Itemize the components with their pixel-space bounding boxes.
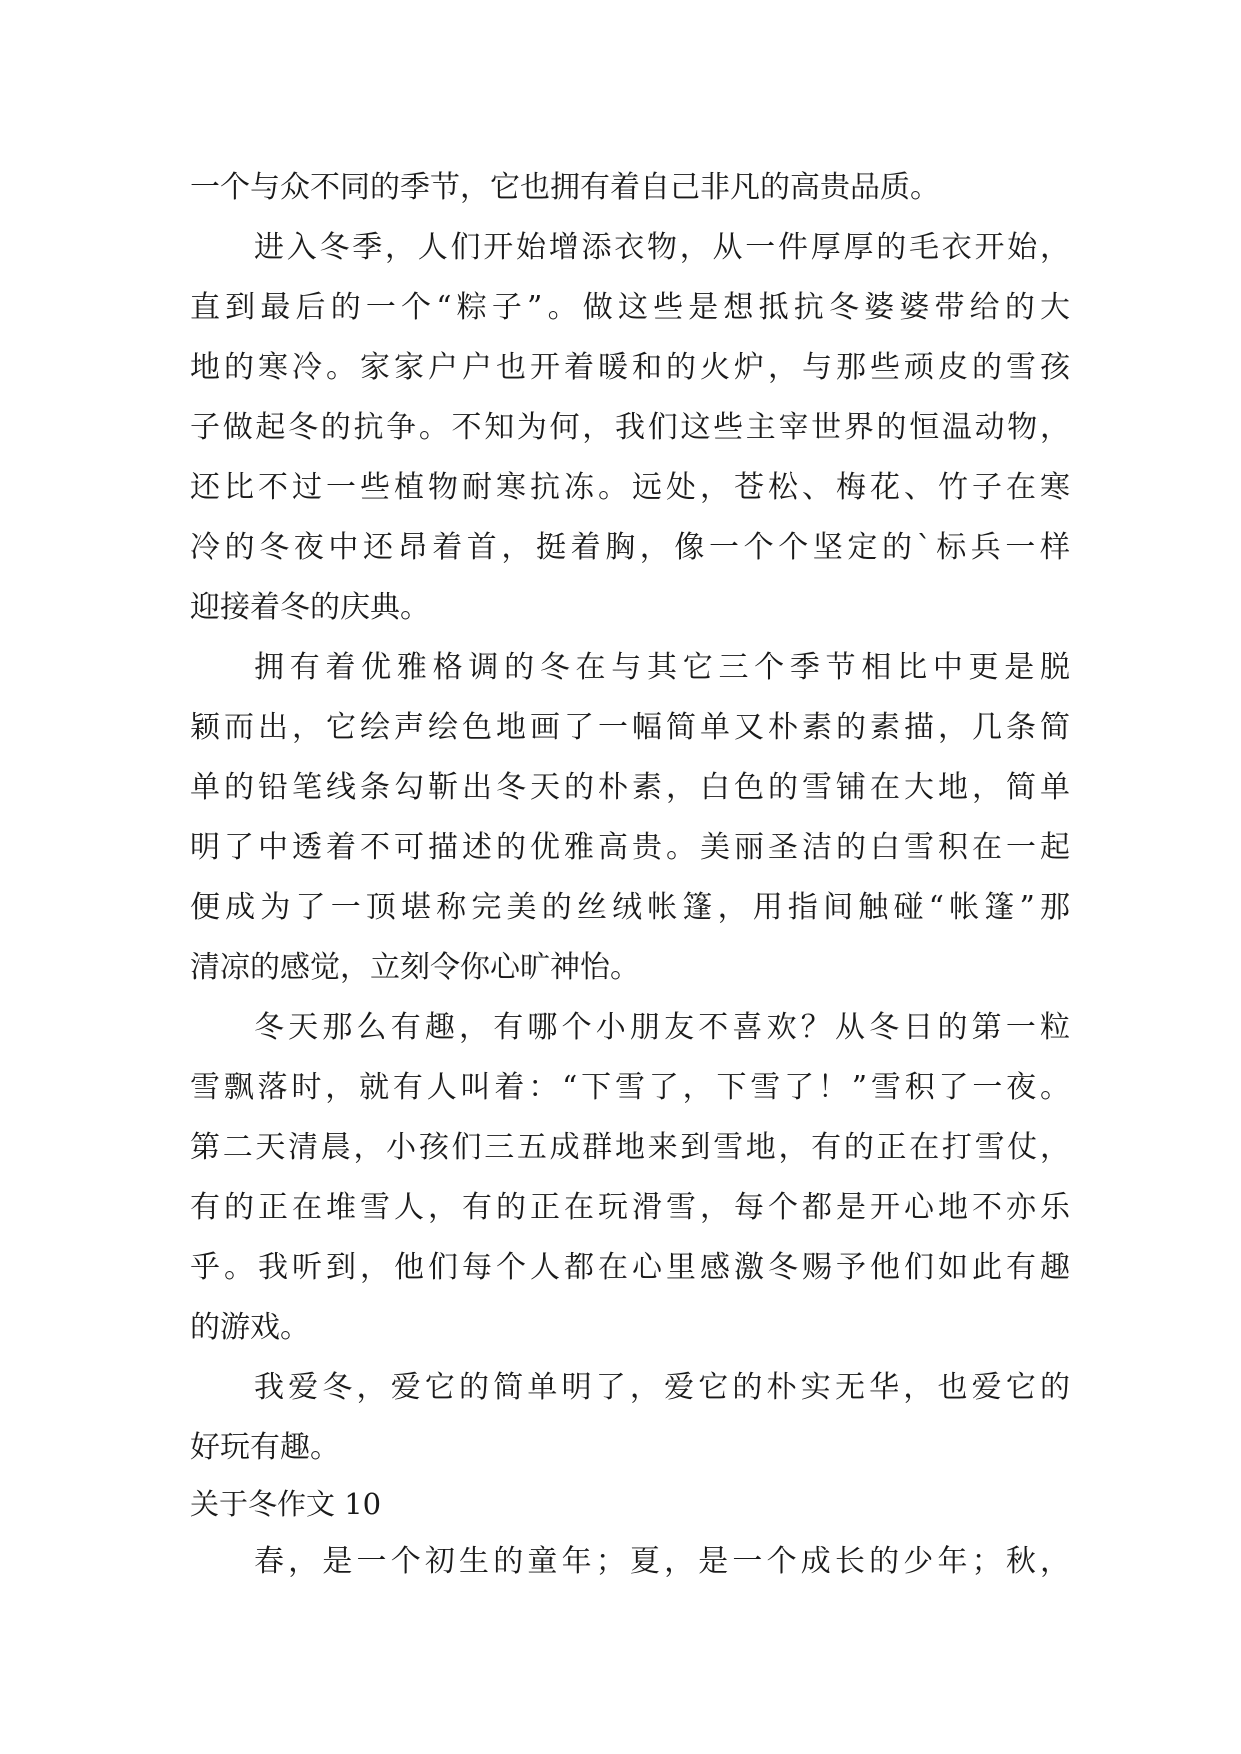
text-line: 春，是一个初生的童年；夏，是一个成长的少年；秋， [254,1544,1070,1579]
text-line: 冬天那么有趣，有哪个小朋友不喜欢？从冬日的第一粒 [254,1010,1070,1045]
text-line: 还比不过一些植物耐寒抗冻。远处，苍松、梅花、竹子在寒 [190,470,1070,505]
text-line: 直到最后的一个“粽子”。做这些是想抵抗冬婆婆带给的大 [190,290,1070,325]
text-line: 的游戏。 [190,1310,310,1345]
text-line: 冷的冬夜中还昂着首，挺着胸，像一个个坚定的`标兵一样 [190,530,1070,565]
text-line: 我爱冬，爱它的简单明了，爱它的朴实无华，也爱它的 [254,1370,1070,1405]
section-heading: 关于冬作文 10 [190,1487,382,1521]
text-line: 地的寒冷。家家户户也开着暖和的火炉，与那些顽皮的雪孩 [190,350,1070,385]
text-line: 颖而出，它绘声绘色地画了一幅简单又朴素的素描，几条简 [190,710,1070,745]
text-line: 明了中透着不可描述的优雅高贵。美丽圣洁的白雪积在一起 [190,830,1070,865]
text-line: 雪飘落时，就有人叫着：“下雪了，下雪了！”雪积了一夜。 [190,1070,1070,1105]
text-line: 单的铅笔线条勾靳出冬天的朴素，白色的雪铺在大地，简单 [190,770,1070,805]
text-line: 乎。我听到，他们每个人都在心里感激冬赐予他们如此有趣 [190,1250,1070,1285]
text-line: 迎接着冬的庆典。 [190,590,430,625]
text-line: 有的正在堆雪人，有的正在玩滑雪，每个都是开心地不亦乐 [190,1190,1070,1225]
text-line: 便成为了一顶堪称完美的丝绒帐篷，用指间触碰“帐篷”那 [190,890,1070,925]
text-line: 进入冬季，人们开始增添衣物，从一件厚厚的毛衣开始， [254,230,1070,265]
text-line: 第二天清晨，小孩们三五成群地来到雪地，有的正在打雪仗， [190,1130,1070,1165]
text-line: 子做起冬的抗争。不知为何，我们这些主宰世界的恒温动物， [190,410,1070,445]
text-line: 拥有着优雅格调的冬在与其它三个季节相比中更是脱 [254,650,1070,685]
text-line: 一个与众不同的季节，它也拥有着自己非凡的高贵品质。 [190,170,940,205]
text-line: 清凉的感觉，立刻令你心旷神怡。 [190,950,640,985]
text-line: 好玩有趣。 [190,1430,340,1465]
